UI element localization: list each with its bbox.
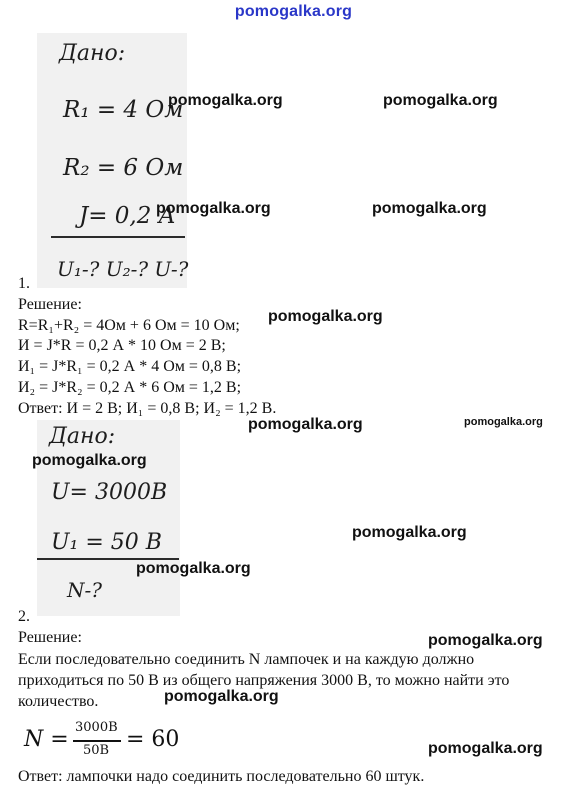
answer-2: Ответ: лампочки надо соединить последовательно 60 штук. [18, 768, 425, 785]
text-line-3: количество. [18, 693, 99, 710]
given-title-2: Дано: [49, 424, 116, 449]
problem-number-2: 2. [18, 608, 30, 625]
watermark: pomogalka.org [352, 524, 467, 541]
watermark: pomogalka.org [383, 92, 498, 109]
formula-lhs: N = [24, 727, 69, 752]
formula-rhs: = 60 [126, 727, 180, 752]
watermark: pomogalka.org [168, 92, 283, 109]
watermark: pomogalka.org [268, 308, 383, 325]
given-image-2 [37, 420, 180, 616]
given-voltage: U= 3000B [51, 480, 168, 505]
solution-line-4: И₂ = J*R₂ = 0,2 А * 6 Ом = 1,2 В; [18, 379, 242, 396]
watermark: pomogalka.org [164, 688, 279, 705]
text-line-1: Если последовательно соединить N лампочек и на каждую должно [18, 651, 475, 668]
solution-label-1: Решение: [18, 296, 82, 313]
given-title-1: Дано: [59, 41, 126, 66]
watermark: pomogalka.org [32, 452, 147, 469]
watermark: pomogalka.org [136, 560, 251, 577]
given-r2: R₂ = 6 Ом [63, 155, 184, 181]
solution-label-2: Решение: [18, 629, 82, 646]
given-r1: R₁ = 4 Ом [63, 97, 184, 123]
watermark: pomogalka.org [428, 740, 543, 757]
watermark: pomogalka.org [372, 200, 487, 217]
formula-numerator: 3000В [75, 720, 118, 735]
site-header: pomogalka.org [234, 3, 353, 20]
fraction-bar [73, 740, 121, 742]
given-current: J= 0,2 A [79, 203, 176, 229]
given-find-1: U₁-? U₂-? U-? [57, 257, 189, 281]
given-voltage-1: U₁ = 50 B [51, 530, 162, 555]
solution-line-3: И₁ = J*R₁ = 0,2 А * 4 Ом = 0,8 В; [18, 358, 242, 375]
problem-number-1: 1. [18, 275, 30, 292]
answer-1: Ответ: И = 2 В; И₁ = 0,8 В; И₂ = 1,2 В. [18, 400, 277, 417]
solution-line-2: И = J*R = 0,2 А * 10 Ом = 2 В; [18, 337, 226, 354]
watermark: pomogalka.org [428, 632, 543, 649]
given-image-1 [37, 33, 187, 288]
watermark: pomogalka.org [248, 416, 363, 433]
formula-denominator: 50В [83, 743, 110, 758]
watermark: pomogalka.org [464, 416, 543, 428]
given-find-2: N-? [67, 578, 102, 602]
given-divider-1 [51, 236, 185, 238]
text-line-2: приходиться по 50 В из общего напряжения 3000 В, то можно найти это [18, 672, 510, 689]
solution-line-1: R=R₁+R₂ = 4Ом + 6 Ом = 10 Ом; [18, 317, 240, 334]
watermark: pomogalka.org [156, 200, 271, 217]
